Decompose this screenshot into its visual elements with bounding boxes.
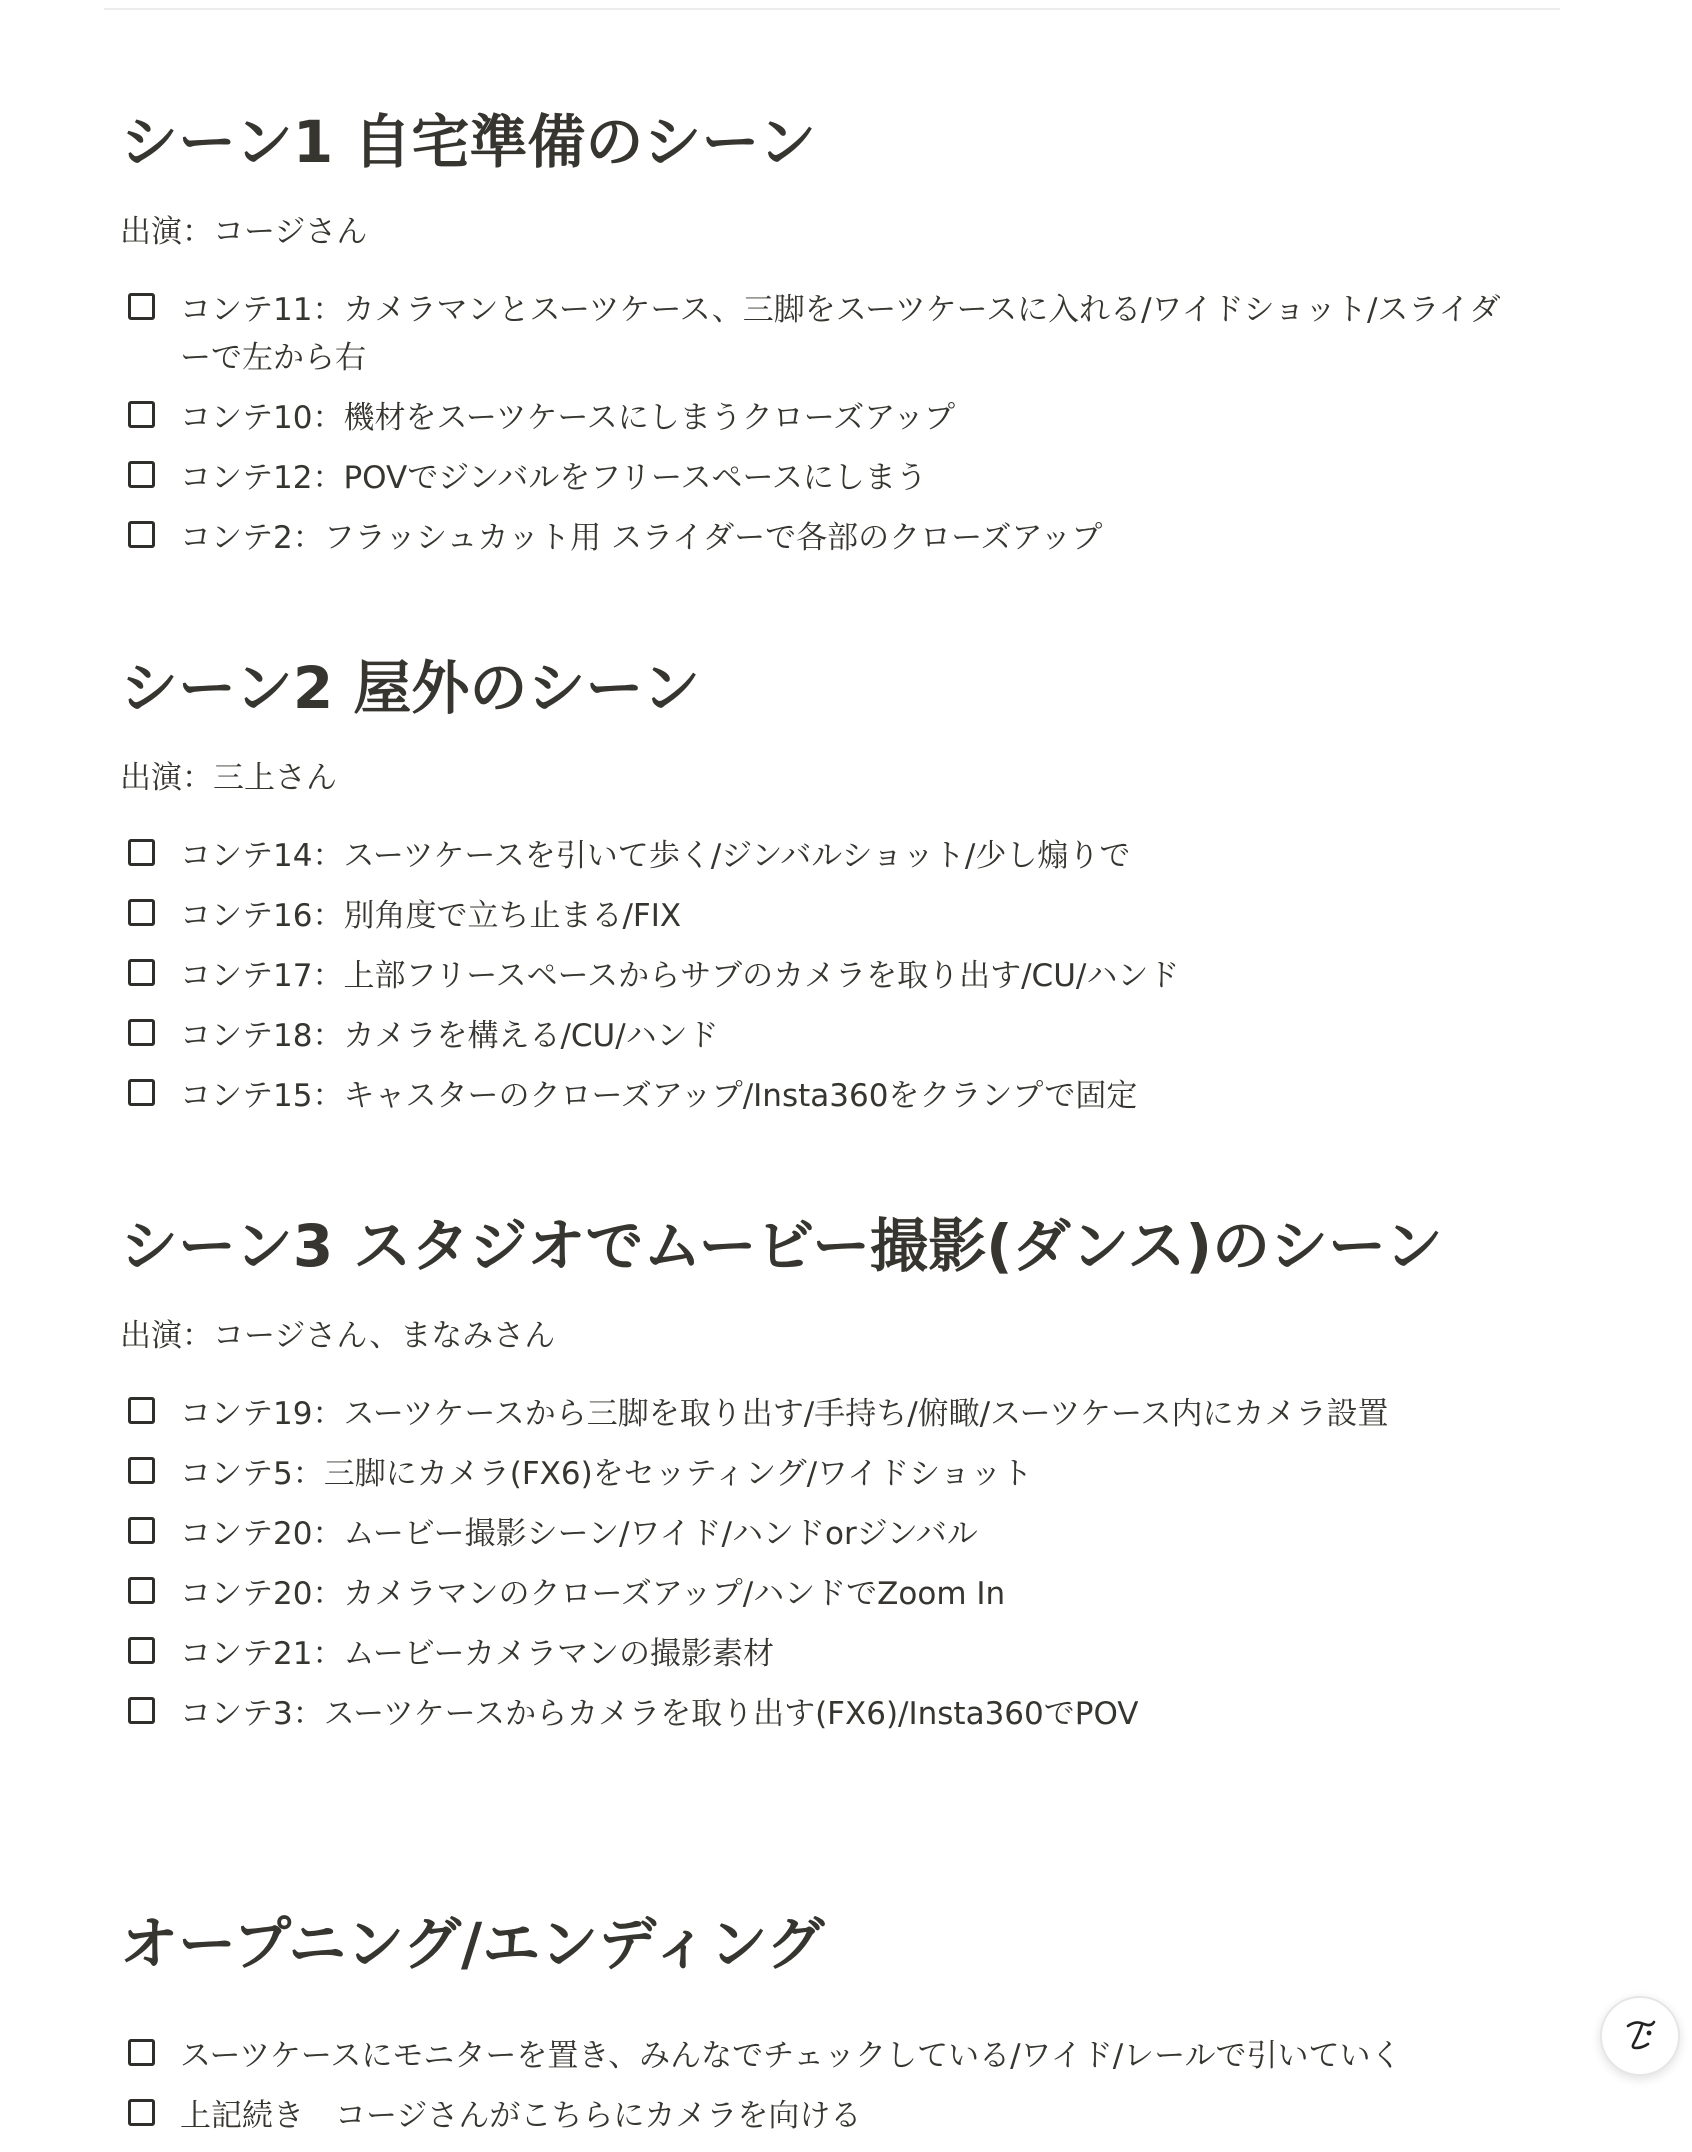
todo-item xyxy=(120,832,1540,880)
todo-item xyxy=(120,1690,1540,1738)
todo-item xyxy=(120,2092,1540,2140)
todo-text[interactable]: コンテ19：スーツケースから三脚を取り出す/手持ち/俯瞰/スーツケース内にカメラ設置 xyxy=(180,1396,1389,1432)
cast-text: 出演：コージさん、まなみさん xyxy=(120,1318,556,1354)
cast-text: 出演：三上さん xyxy=(120,760,337,796)
todo-list xyxy=(120,286,1540,562)
section-heading: オープニング/エンディング xyxy=(120,1910,825,1978)
opening-ending-section xyxy=(120,1908,1540,2152)
checkbox[interactable] xyxy=(128,293,155,320)
todo-text[interactable]: コンテ16：別角度で立ち止まる/FIX xyxy=(180,898,682,934)
checkbox[interactable] xyxy=(128,959,155,986)
checkbox[interactable] xyxy=(128,1517,155,1544)
checkbox[interactable] xyxy=(128,1637,155,1664)
todo-text[interactable]: コンテ3：スーツケースからカメラを取り出す(FX6)/Insta360でPOV xyxy=(180,1696,1139,1732)
todo-text[interactable]: 上記続き コージさんがこちらにカメラを向ける xyxy=(180,2098,862,2134)
top-divider xyxy=(104,8,1560,10)
todo-text[interactable]: コンテ10：機材をスーツケースにしまうクローズアップ xyxy=(180,400,956,436)
checkbox[interactable] xyxy=(128,2099,155,2126)
todo-text[interactable]: スーツケースにモニターを置き、みんなでチェックしている/ワイド/レールで引いていく xyxy=(180,2038,1402,2074)
scene-section-1 xyxy=(120,106,1540,574)
todo-text[interactable]: コンテ15：キャスターのクローズアップ/Insta360をクランプで固定 xyxy=(180,1078,1138,1114)
checkbox[interactable] xyxy=(128,1079,155,1106)
scene-section-3 xyxy=(120,1210,1540,1750)
todo-text[interactable]: コンテ14：スーツケースを引いて歩く/ジンバルショット/少し煽りで xyxy=(180,838,1131,874)
todo-item xyxy=(120,1450,1540,1498)
checkbox[interactable] xyxy=(128,521,155,548)
todo-item xyxy=(120,394,1540,442)
todo-item xyxy=(120,286,1540,382)
checkbox[interactable] xyxy=(128,899,155,926)
todo-item xyxy=(120,1072,1540,1120)
todo-list xyxy=(120,2032,1540,2140)
todo-item xyxy=(120,1390,1540,1438)
todo-text[interactable]: コンテ11：カメラマンとスーツケース、三脚をスーツケースに入れる/ワイドショット/スライダーで左から右 xyxy=(180,292,1501,376)
help-icon xyxy=(1618,2012,1662,2060)
todo-item xyxy=(120,952,1540,1000)
todo-list xyxy=(120,1390,1540,1738)
scene-heading: シーン2 屋外のシーン xyxy=(120,654,701,722)
checkbox[interactable] xyxy=(128,1577,155,1604)
scene-heading: シーン3 スタジオでムービー撮影(ダンス)のシーン xyxy=(120,1212,1443,1280)
checkbox[interactable] xyxy=(128,839,155,866)
scene-section-2 xyxy=(120,652,1540,1132)
scene-heading: シーン1 自宅準備のシーン xyxy=(120,108,817,176)
checkbox[interactable] xyxy=(128,461,155,488)
checkbox[interactable] xyxy=(128,1457,155,1484)
help-button[interactable] xyxy=(1600,1996,1680,2076)
checkbox[interactable] xyxy=(128,401,155,428)
todo-item xyxy=(120,2032,1540,2080)
todo-item xyxy=(120,514,1540,562)
todo-text[interactable]: コンテ5：三脚にカメラ(FX6)をセッティング/ワイドショット xyxy=(180,1456,1033,1492)
checkbox[interactable] xyxy=(128,1697,155,1724)
todo-text[interactable]: コンテ18：カメラを構える/CU/ハンド xyxy=(180,1018,719,1054)
todo-text[interactable]: コンテ21：ムービーカメラマンの撮影素材 xyxy=(180,1636,775,1672)
todo-text[interactable]: コンテ2：フラッシュカット用 スライダーで各部のクローズアップ xyxy=(180,520,1103,556)
todo-text[interactable]: コンテ12：POVでジンバルをフリースペースにしまう xyxy=(180,460,927,496)
todo-text[interactable]: コンテ17：上部フリースペースからサブのカメラを取り出す/CU/ハンド xyxy=(180,958,1180,994)
todo-list xyxy=(120,832,1540,1120)
todo-text[interactable]: コンテ20：ムービー撮影シーン/ワイド/ハンドorジンバル xyxy=(180,1516,978,1552)
todo-item xyxy=(120,1570,1540,1618)
cast-text: 出演：コージさん xyxy=(120,214,368,250)
todo-item xyxy=(120,1012,1540,1060)
todo-item xyxy=(120,892,1540,940)
todo-item xyxy=(120,1510,1540,1558)
todo-text[interactable]: コンテ20：カメラマンのクローズアップ/ハンドでZoom In xyxy=(180,1576,1006,1612)
todo-item xyxy=(120,454,1540,502)
todo-item xyxy=(120,1630,1540,1678)
checkbox[interactable] xyxy=(128,1019,155,1046)
checkbox[interactable] xyxy=(128,1397,155,1424)
checkbox[interactable] xyxy=(128,2039,155,2066)
